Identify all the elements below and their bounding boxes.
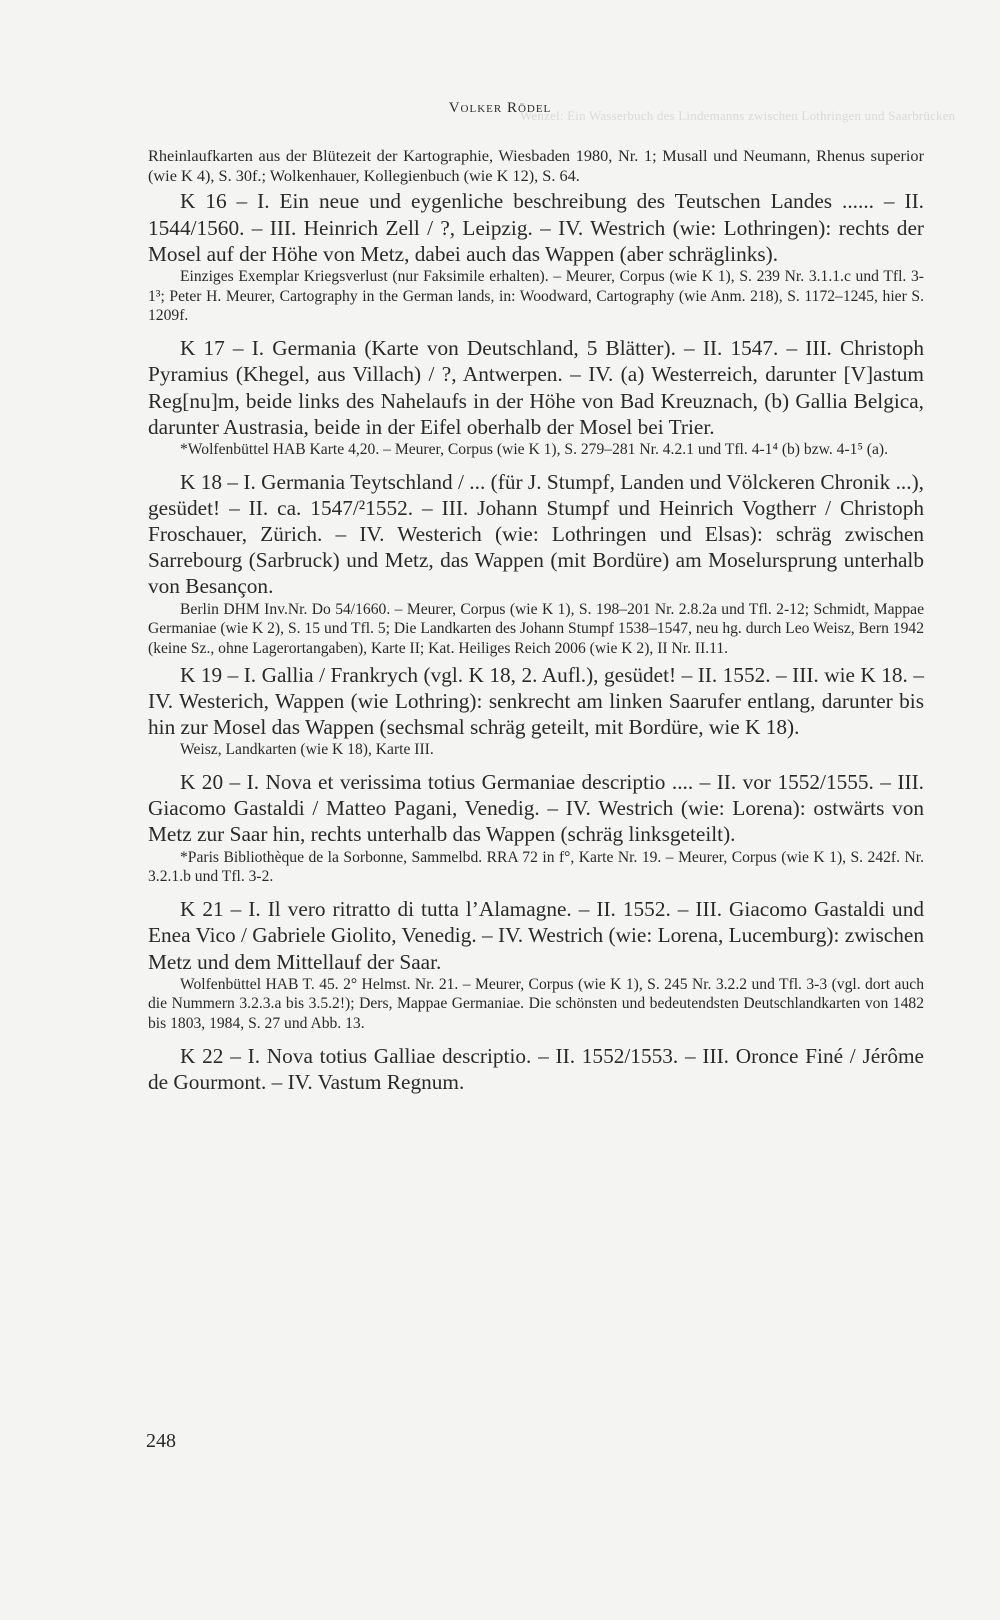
catalogue-entry-k17: K 17 – I. Germania (Karte von Deutschland, 5 Blätter). – II. 1547. – III. Christoph Pyramius (Khegel, aus Villach) / ?, Antwerpen. – IV. (a) Westerreich, darunter [V]astum Reg[nu]m, beide links des Nahelaufs in der Höhe von Bad Kreuznach, (b) Gallia Belgica, darunter Austrasia, beide in der Eifel oberhalb der Mosel bei Trier. <box>148 336 924 439</box>
catalogue-entry-k22: K 22 – I. Nova totius Galliae descriptio. – II. 1552/1553. – III. Oronce Finé / Jérôme de Gourmont. – IV. Vastum Regnum. <box>148 1043 924 1095</box>
reference-note-k17: *Wolfenbüttel HAB Karte 4,20. – Meurer, Corpus (wie K 1), S. 279–281 Nr. 4.2.1 und Tfl. 4-1⁴ (b) bzw. 4-1⁵ (a). <box>180 440 888 458</box>
reference-note-k19: Weisz, Landkarten (wie K 18), Karte III. <box>180 741 434 759</box>
catalogue-body <box>148 146 924 1095</box>
catalogue-entry-k16: K 16 – I. Ein neue und eygenliche beschreibung des Teutschen Landes ...... – II. 1544/1560. – III. Heinrich Zell / ?, Leipzig. – IV. Westrich (wie: Lothringen): rechts der Mosel auf der Höhe von Metz, dabei auch das Wappen (aber schräglinks). <box>148 189 924 266</box>
bleed-through-text: Wenzel: Ein Wasserbuch des Lindemanns zwischen Lothringen und Saarbrücken <box>520 108 956 123</box>
catalogue-entry-k18: K 18 – I. Germania Teytschland / ... (für J. Stumpf, Landen und Völckeren Chronik ...), gesüdet! – II. ca. 1547/²1552. – III. Johann Stumpf und Heinrich Vogtherr / Christoph Froschauer, Zürich. – IV. Westerich (wie: Lothringen und Elsas): schräg zwischen Sarrebourg (Sarbruck) und Metz, das Wappen (mit Bordüre) am Moselursprung unterhalb von Besançon. <box>148 469 924 599</box>
catalogue-entry-k20: K 20 – I. Nova et verissima totius Germaniae descriptio .... – II. vor 1552/1555. – III. Giacomo Gastaldi / Matteo Pagani, Venedig. – IV. Westrich (wie: Lorena): ostwärts von Metz zur Saar hin, rechts unterhalb das Wappen (schräg linksgeteilt). <box>148 770 924 847</box>
running-head: Volker Rödel <box>448 100 552 116</box>
reference-note-k16: Einziges Exemplar Kriegsverlust (nur Faksimile erhalten). – Meurer, Corpus (wie K 1), S. 239 Nr. 3.1.1.c und Tfl. 3-1³; Peter H. Meurer, Cartography in the German lands, in: Woodward, Cartography (wie Anm. 218), S. 1172–1245, hier S. 1209f. <box>148 268 924 325</box>
catalogue-entry-k21: K 21 – I. Il vero ritratto di tutta l’Alamagne. – II. 1552. – III. Giacomo Gastaldi und Enea Vico / Gabriele Giolito, Venedig. – IV. Westrich (wie: Lorena, Lucemburg): zwischen Metz und dem Mittellauf der Saar. <box>148 897 924 974</box>
reference-note-k21: Wolfenbüttel HAB T. 45. 2° Helmst. Nr. 21. – Meurer, Corpus (wie K 1), S. 245 Nr. 3.2.2 und Tfl. 3-3 (vgl. dort auch die Nummern 3.2.3.a bis 3.5.2!); Ders, Mappae Germaniae. Die schönsten und bedeutendsten Deutschlandkarten von 1482 bis 1803, 1984, S. 27 und Abb. 13. <box>148 975 924 1033</box>
page-number: 248 <box>146 1430 176 1452</box>
reference-note-k20: *Paris Bibliothèque de la Sorbonne, Sammelbd. RRA 72 in f°, Karte Nr. 19. – Meurer, Corpus (wie K 1), S. 242f. Nr. 3.2.1.b und Tfl. 3-2. <box>148 848 924 886</box>
catalogue-entry-k19: K 19 – I. Gallia / Frankrych (vgl. K 18, 2. Aufl.), gesüdet! – II. 1552. – III. wie K 18. – IV. Westerich, Wappen (wie Lothring): senkrecht am linken Saarufer entlang, darunter bis hin zur Mosel das Wappen (sechsmal schräg geteilt, mit Bordüre, wie K 18). <box>148 662 924 740</box>
k15-reference-tail: Rheinlaufkarten aus der Blütezeit der Kartographie, Wiesbaden 1980, Nr. 1; Musall und Neumann, Rhenus superior (wie K 4), S. 30f.; Wolkenhauer, Kollegienbuch (wie K 12), S. 64. <box>148 146 924 185</box>
reference-note-k18: Berlin DHM Inv.Nr. Do 54/1660. – Meurer, Corpus (wie K 1), S. 198–201 Nr. 2.8.2a und Tfl. 2-12; Schmidt, Mappae Germaniae (wie K 2), S. 15 und Tfl. 5; Die Landkarten des Johann Stumpf 1538–1547, neu hg. durch Leo Weisz, Bern 1942 (keine Sz., ohne Lagerortangaben), Karte II; Kat. Heiliges Reich 2006 (wie K 2), II Nr. II.11. <box>148 600 924 658</box>
